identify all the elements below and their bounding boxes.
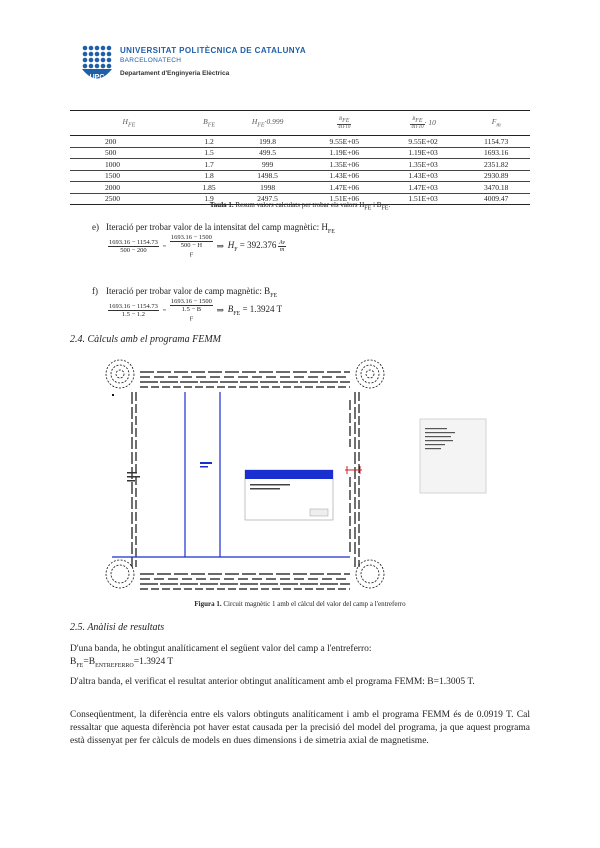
paragraph-3: Conseqüentment, la diferència entre els valors obtinguts analíticament i amb el programa FEMM és de 0.0919 T. Cal ressaltar que aquesta diferència pot haver estat causada per la precisió del model del programa, ja que aquest programa està dissenyat per fer càlculs de models en dues dimensions i de simetria axial de magnetisme. xyxy=(70,710,530,746)
table-cell: 1.5 xyxy=(188,147,231,159)
svg-text:UPC: UPC xyxy=(89,74,105,81)
formula-f: $\frac{1693.16 - 1154.73}{1.5 - 1.2}$ = 1693.16 − 1500 1.5 − B $_F$ ⇒ $B_{FE} = 1.3924$ T xyxy=(109,298,283,323)
upc-logo xyxy=(80,44,114,84)
table-row xyxy=(70,159,530,171)
table-cell: 1.2 xyxy=(188,136,231,148)
figure-caption: Figura 1. Circuit magnètic 1 amb el càlcul del valor del camp a l'entreferro xyxy=(194,600,406,608)
section-heading-2-4: 2.4. Càlculs amb el programa FEMM xyxy=(70,334,222,345)
table-cell: 1998 xyxy=(230,182,305,194)
table-cell: 1498.5 xyxy=(230,170,305,182)
table-cell: 1500 xyxy=(70,170,188,182)
table-caption: Taula 1. Resum valors calculats per trobar els valors $H_{FE}$ i $B_{FE}$. xyxy=(209,201,391,212)
item-e: e) Iteració per trobar valor de la intensitat del camp magnètic: $H_{FE}$ xyxy=(92,222,335,235)
table-cell: 1154.73 xyxy=(462,136,530,148)
femm-figure xyxy=(100,352,520,594)
col-header-fm: $F_m$ xyxy=(462,111,530,136)
university-name: UNIVERSITAT POLITÈCNICA DE CATALUNYA xyxy=(120,46,307,55)
table-row xyxy=(70,170,530,182)
table-cell: 1.19E+06 xyxy=(305,147,384,159)
table-cell: 2351.82 xyxy=(462,159,530,171)
table-cell: 1.47E+03 xyxy=(384,182,463,194)
table-cell: 999 xyxy=(230,159,305,171)
table-cell: 1.43E+03 xyxy=(384,170,463,182)
col-header-bfe: $B_{FE}$ xyxy=(188,111,231,136)
table-cell: 1.85 xyxy=(188,182,231,194)
col-header-hfe-0999: $H_{FE}\cdot 0.999$ xyxy=(230,111,305,136)
col-header-hfe: $H_{FE}$ xyxy=(70,111,188,136)
table-cell: 200 xyxy=(70,136,188,148)
paragraph-2: D'altra banda, el verificat el resultat anterior obtingut analíticament amb el programa FEMM: B=1.3005 T. xyxy=(70,677,475,687)
col-header-b-over-mu: $B_{FE}$ 4Π·10 xyxy=(305,111,384,136)
table-cell: 2930.89 xyxy=(462,170,530,182)
table-cell: 2497.5 xyxy=(230,193,305,205)
col-header-b-over-mu-scaled: $B_{FE}$ 4Π·10 · 10 xyxy=(384,111,463,136)
table-cell: 1.7 xyxy=(188,159,231,171)
table-row xyxy=(70,182,530,194)
table-cell: 9.55E+02 xyxy=(384,136,463,148)
table-cell: 1.9 xyxy=(188,193,231,205)
table-cell: 1.35E+03 xyxy=(384,159,463,171)
table-cell: 1.43E+06 xyxy=(305,170,384,182)
table-cell: 1000 xyxy=(70,159,188,171)
table-row xyxy=(70,147,530,159)
table-cell: 1.51E+03 xyxy=(384,193,463,205)
results-table xyxy=(70,110,530,205)
table-row xyxy=(70,136,530,148)
formula-e: $\frac{1693.16 - 1154.73}{500 - 200}$ = 1693.16 − 1500 500 − H $_F$ ⇒ $H_F = 392.376$ $\frac{Av}{m}$ xyxy=(109,234,285,259)
table-cell: 199.8 xyxy=(230,136,305,148)
table-cell: 4009.47 xyxy=(462,193,530,205)
item-f: f) Iteració per trobar valor de camp magnètic: $B_{FE}$ xyxy=(92,286,278,299)
department-name: Departament d'Enginyeria Elèctrica xyxy=(120,70,230,77)
university-campus: BARCELONATECH xyxy=(120,57,182,64)
paragraph-1: D'una banda, he obtingut analíticament el següent valor del camp a l'entreferro: $B_{FE}=B_{ENTREFERRO}=1.3924$ T xyxy=(70,644,372,669)
table-cell: 1.35E+06 xyxy=(305,159,384,171)
table-cell: 2000 xyxy=(70,182,188,194)
table-cell: 499.5 xyxy=(230,147,305,159)
table-cell: 500 xyxy=(70,147,188,159)
table-cell: 1693.16 xyxy=(462,147,530,159)
table-cell: 9.55E+05 xyxy=(305,136,384,148)
section-heading-2-5: 2.5. Anàlisi de resultats xyxy=(70,622,165,633)
table-cell: 1.19E+03 xyxy=(384,147,463,159)
table-cell: 3470.18 xyxy=(462,182,530,194)
table-cell: 1.47E+06 xyxy=(305,182,384,194)
table-cell: 1.51E+06 xyxy=(305,193,384,205)
table-cell: 2500 xyxy=(70,193,188,205)
table-cell: 1.8 xyxy=(188,170,231,182)
